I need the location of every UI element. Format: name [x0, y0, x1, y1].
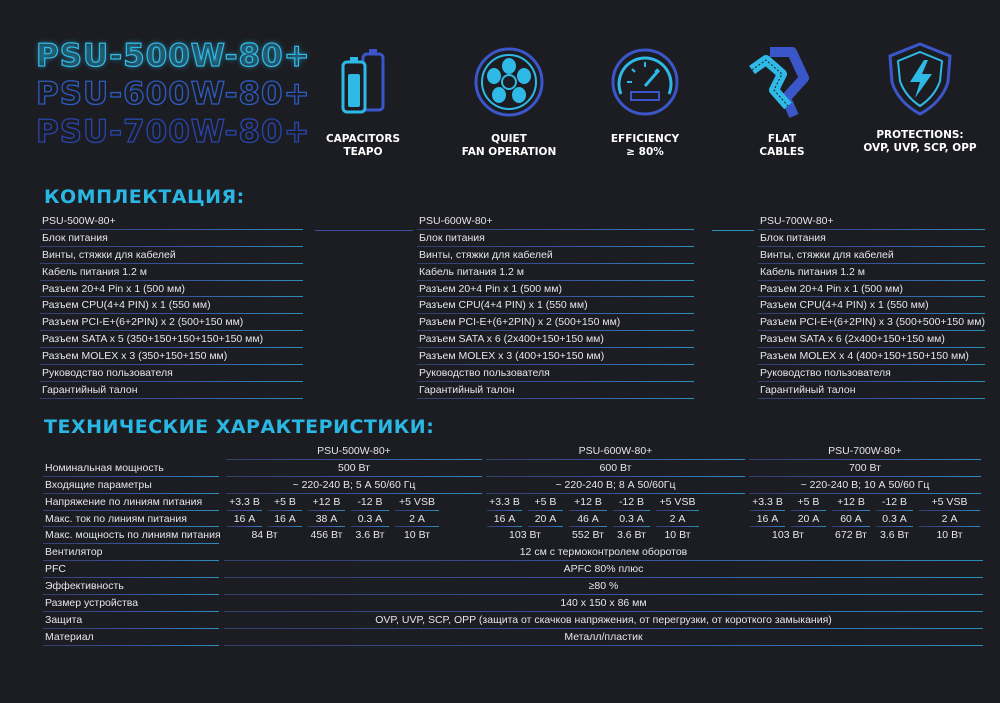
spec-row: [43, 477, 983, 494]
spec-value: +5 В: [274, 495, 296, 508]
spec-row: [43, 544, 983, 561]
kit-list-item: Винты, стяжки для кабелей: [758, 247, 985, 264]
capacitors-battery-icon: [325, 44, 401, 120]
kit-list-item: Разъем MOLEX x 3 (350+150+150 мм): [40, 348, 303, 365]
spec-value: 2 А: [941, 512, 958, 525]
spec-row-label: Материал: [45, 630, 94, 643]
spec-column-header: PSU-500W-80+: [317, 445, 391, 457]
spec-column-header: PSU-600W-80+: [578, 445, 653, 457]
feature-capacitors: [298, 44, 428, 159]
spec-value: 103 Вт: [509, 529, 541, 542]
spec-value: +12 В: [574, 495, 602, 508]
spec-value: 0.3 А: [619, 512, 644, 525]
kit-list-item: Блок питания: [417, 230, 694, 247]
spec-row: [43, 511, 983, 528]
spec-value: 500 Вт: [338, 461, 370, 474]
spec-header-row: [43, 443, 983, 460]
kit-list-item: Гарантийный талон: [40, 382, 303, 399]
spec-value: 16 А: [233, 512, 256, 525]
feature-label: CAPACITORS TEAPO: [325, 133, 401, 158]
spec-value: 2 А: [669, 512, 686, 525]
kit-list-item: Разъем PCI-E+(6+2PIN) x 3 (500+500+150 мм): [758, 314, 985, 331]
flat-cables-icon: [744, 44, 820, 120]
spec-value: 672 Вт: [835, 529, 867, 542]
kit-list-item: Руководство пользователя: [40, 365, 303, 382]
spec-value: +5 В: [797, 495, 820, 508]
spec-value: +3.3 В: [489, 495, 520, 508]
divider: [712, 230, 754, 231]
spec-row: [43, 561, 983, 578]
spec-value: ≥80 %: [588, 580, 619, 593]
spec-value: 60 А: [840, 512, 862, 525]
kit-list-item: Блок питания: [758, 230, 985, 247]
spec-value: 700 Вт: [849, 461, 881, 474]
spec-value: -12 В: [618, 495, 645, 508]
kit-list-item: Блок питания: [40, 230, 303, 247]
kit-column-header: PSU-600W-80+: [417, 213, 694, 230]
spec-value: 103 Вт: [772, 529, 804, 542]
spec-row-label: PFC: [45, 563, 66, 576]
kit-list-item: Кабель питания 1.2 м: [40, 264, 303, 281]
spec-row: [43, 612, 983, 629]
kit-list-item: Разъем 20+4 Pin x 1 (500 мм): [758, 281, 985, 298]
spec-value: 16 А: [756, 512, 779, 525]
feature-protections: [845, 40, 995, 155]
spec-value: +12 В: [312, 495, 341, 508]
feature-flat-cables: [717, 44, 847, 159]
kit-list-item: Разъем CPU(4+4 PIN) x 1 (550 мм): [758, 297, 985, 314]
spec-row: [43, 578, 983, 595]
spec-row: [43, 460, 983, 477]
shield-lightning-icon: [882, 40, 958, 116]
spec-row-label: Размер устройства: [45, 597, 139, 610]
kit-list-item: Разъем 20+4 Pin x 1 (500 мм): [40, 281, 303, 298]
spec-value: +5 VSB: [659, 495, 696, 508]
spec-row: [43, 527, 983, 544]
spec-row: [43, 494, 983, 511]
spec-value: 0.3 А: [357, 512, 383, 525]
spec-value: 16 А: [493, 512, 516, 525]
spec-row-label: Макс. ток по линиям питания: [45, 512, 187, 525]
spec-row: [43, 595, 983, 612]
spec-row-label: Эффективность: [45, 580, 124, 593]
spec-row: [43, 629, 983, 646]
kit-list-item: Руководство пользователя: [417, 365, 694, 382]
feature-fan: [444, 44, 574, 159]
spec-value: 10 Вт: [664, 529, 691, 542]
kit-column-600: [417, 213, 694, 399]
spec-value: 552 Вт: [572, 529, 604, 542]
spec-value: 46 А: [577, 512, 599, 525]
divider: [315, 230, 413, 231]
kit-list-item: Разъем 20+4 Pin x 1 (500 мм): [417, 281, 694, 298]
spec-value: 16 А: [274, 512, 296, 525]
spec-column-header: PSU-700W-80+: [828, 445, 902, 457]
spec-value: OVP, UVP, SCP, OPP (защита от скачков напряжения, от перегрузки, от короткого замыкания): [375, 613, 832, 626]
kit-list-item: Разъем MOLEX x 4 (400+150+150+150 мм): [758, 348, 985, 365]
kit-list-item: Руководство пользователя: [758, 365, 985, 382]
spec-value: 140 x 150 x 86 мм: [560, 597, 647, 610]
feature-label: FLAT CABLES: [759, 133, 805, 158]
row-divider: [43, 645, 219, 646]
spec-value: 10 Вт: [936, 529, 963, 542]
spec-row-label: Защита: [45, 613, 83, 626]
kit-column-header: PSU-700W-80+: [758, 213, 985, 230]
kit-column-700: [758, 213, 985, 399]
spec-value: 3.6 Вт: [880, 529, 909, 542]
spec-value: -12 В: [357, 495, 383, 508]
spec-value: 10 Вт: [403, 529, 431, 542]
spec-row-label: Номинальная мощность: [45, 461, 164, 474]
kit-list-item: Винты, стяжки для кабелей: [40, 247, 303, 264]
spec-value: +5 В: [534, 495, 557, 508]
spec-value: +12 В: [837, 495, 865, 508]
spec-value: 0.3 А: [882, 512, 907, 525]
spec-value: 12 см с термоконтролем оборотов: [519, 546, 688, 559]
kit-list-item: Гарантийный талон: [758, 382, 985, 399]
feature-efficiency: [580, 44, 710, 159]
kit-list-item: Винты, стяжки для кабелей: [417, 247, 694, 264]
spec-value: 84 Вт: [251, 529, 278, 542]
efficiency-gauge-icon: [607, 44, 683, 120]
spec-value: 456 Вт: [310, 529, 343, 542]
model-title-600: PSU-600W-80+: [36, 76, 311, 112]
kit-column-header: PSU-500W-80+: [40, 213, 303, 230]
kit-list-item: Разъем PCI-E+(6+2PIN) x 2 (500+150 мм): [417, 314, 694, 331]
kit-section-title: КОМПЛЕКТАЦИЯ:: [44, 186, 245, 208]
spec-row-label: Макс. мощность по линиям питания: [45, 529, 221, 542]
spec-value: 38 А: [315, 512, 338, 525]
model-title-500: PSU-500W-80+: [36, 38, 311, 74]
kit-list-item: Разъем SATA x 6 (2x400+150+150 мм): [417, 331, 694, 348]
model-title-700: PSU-700W-80+: [36, 114, 311, 150]
row-divider: [224, 645, 983, 646]
spec-row-label: Входящие параметры: [45, 478, 152, 491]
kit-list-item: Разъем SATA x 6 (2x400+150+150 мм): [758, 331, 985, 348]
spec-value: 600 Вт: [599, 461, 632, 474]
spec-value: +3.3 В: [752, 495, 783, 508]
spec-value: APFC 80% плюс: [563, 563, 644, 576]
spec-value: +5 VSB: [931, 495, 968, 508]
spec-value: 3.6 Вт: [355, 529, 385, 542]
spec-value: -12 В: [881, 495, 908, 508]
feature-label: EFFICIENCY ≥ 80%: [610, 133, 680, 158]
spec-value: ~ 220-240 В; 10 А 50/60 Гц: [800, 478, 930, 491]
spec-value: ~ 220-240 В; 8 А 50/60Гц: [555, 478, 676, 491]
spec-value: 2 А: [409, 512, 425, 525]
specs-table: [43, 443, 983, 646]
spec-value: 3.6 Вт: [617, 529, 646, 542]
kit-list-item: Кабель питания 1.2 м: [417, 264, 694, 281]
fan-icon: [471, 44, 547, 120]
spec-row-label: Напряжение по линиям питания: [45, 495, 203, 508]
kit-list-item: Кабель питания 1.2 м: [758, 264, 985, 281]
spec-row-label: Вентилятор: [45, 546, 103, 559]
kit-list-item: Разъем SATA x 5 (350+150+150+150+150 мм): [40, 331, 303, 348]
feature-label: QUIET FAN OPERATION: [461, 133, 557, 158]
kit-list-item: Разъем CPU(4+4 PIN) x 1 (550 мм): [40, 297, 303, 314]
kit-list-item: Разъем MOLEX x 3 (400+150+150 мм): [417, 348, 694, 365]
spec-value: 20 А: [797, 512, 820, 525]
specs-section-title: ТЕХНИЧЕСКИЕ ХАРАКТЕРИСТИКИ:: [44, 416, 435, 438]
kit-list-item: Разъем PCI-E+(6+2PIN) x 2 (500+150 мм): [40, 314, 303, 331]
spec-value: Металл/пластик: [564, 630, 643, 643]
kit-list-item: Разъем CPU(4+4 PIN) x 1 (550 мм): [417, 297, 694, 314]
spec-value: ~ 220-240 В; 5 А 50/60 Гц: [292, 478, 416, 491]
spec-value: 20 А: [534, 512, 557, 525]
spec-value: +3.3 В: [229, 495, 260, 508]
kit-list-item: Гарантийный талон: [417, 382, 694, 399]
spec-value: +5 VSB: [399, 495, 435, 508]
kit-column-500: [40, 213, 303, 399]
feature-label: PROTECTIONS: OVP, UVP, SCP, OPP: [863, 129, 977, 154]
